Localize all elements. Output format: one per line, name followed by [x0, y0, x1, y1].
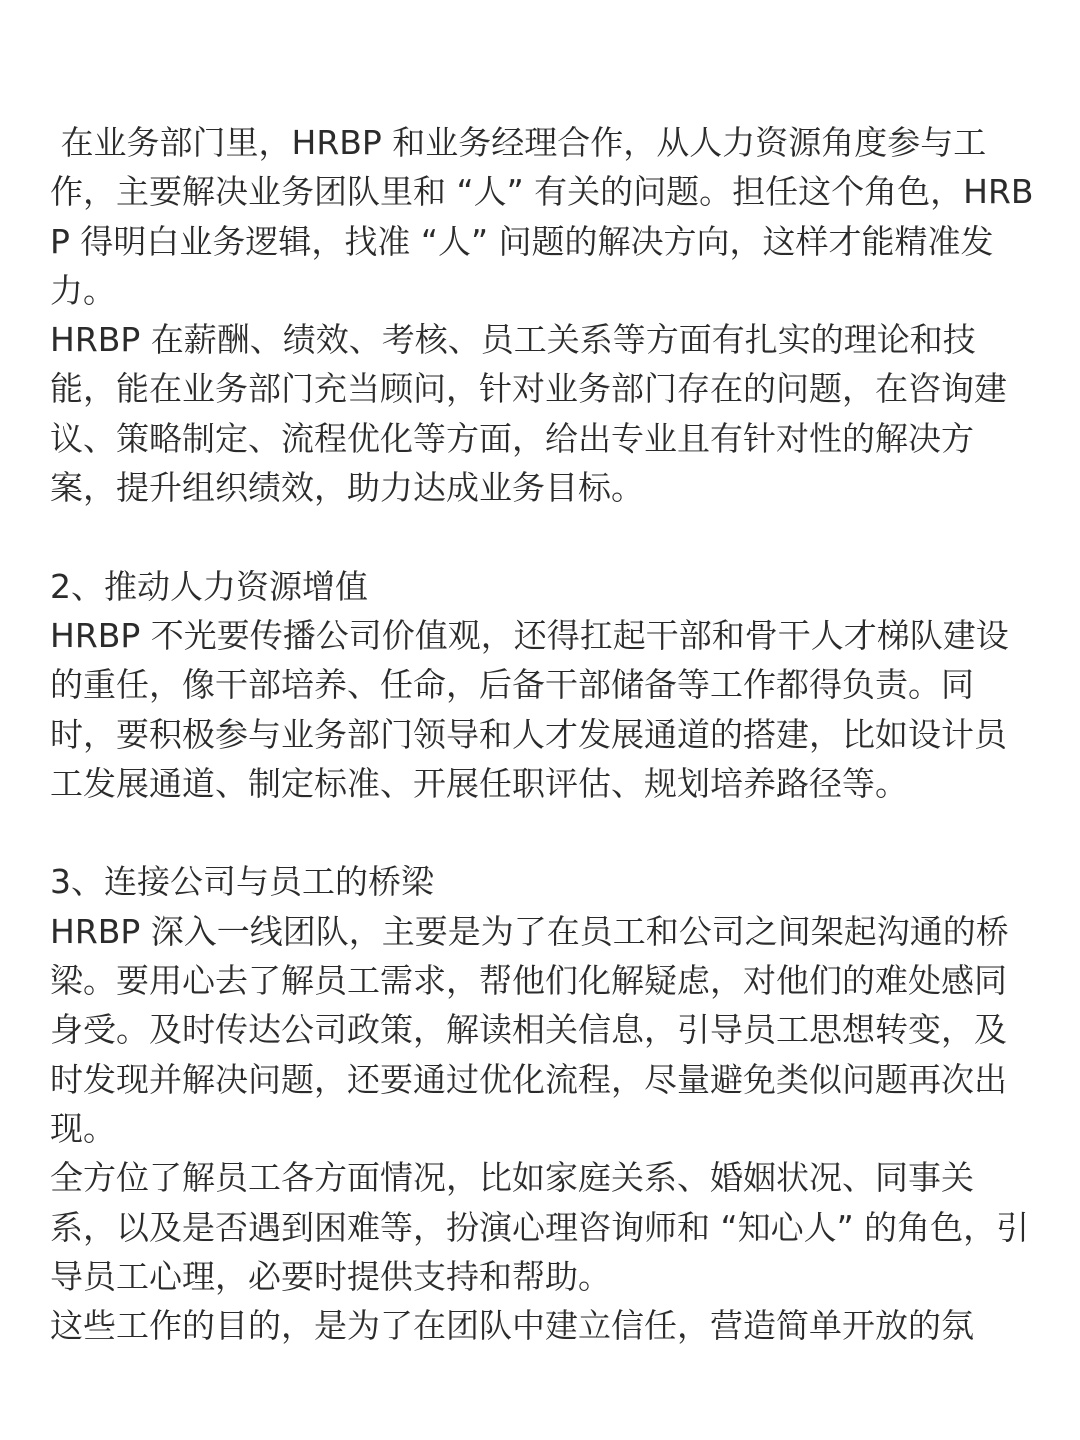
- section-heading-bridge: 3、连接公司与员工的桥梁: [50, 862, 434, 902]
- paragraph-build-trust: 这些工作的目的，是为了在团队中建立信任，营造简单开放的氛: [50, 1306, 974, 1346]
- paragraph-hrbp-role: 在业务部门里，HRBP 和业务经理合作，从人力资源角度参与工作，主要解决业务团队里和 “人” 有关的问题。担任这个角色，HRBP 得明白业务逻辑，找准 “人” 问题的解决方向，这样才能精准发力。: [50, 123, 1034, 310]
- paragraph-spacer: [50, 512, 1035, 561]
- paragraph-spacer: [50, 808, 1035, 857]
- paragraph-hrbp-consultant: HRBP 在薪酬、绩效、考核、员工关系等方面有扎实的理论和技能，能在业务部门充当顾问，针对业务部门存在的问题，在咨询建议、策略制定、流程优化等方面，给出专业且有针对性的解决方案，提升组织绩效，助力达成业务目标。: [50, 320, 1007, 508]
- section-heading-hr-value: 2、推动人力资源增值: [50, 566, 368, 606]
- article-body: [50, 118, 1035, 1440]
- paragraph-employee-bridge: HRBP 深入一线团队，主要是为了在员工和公司之间架起沟通的桥梁。要用心去了解员工需求，帮他们化解疑虑，对他们的难处感同身受。及时传达公司政策，解读相关信息，引导员工思想转变，及时发现并解决问题，还要通过优化流程，尽量避免类似问题再次出现。: [50, 911, 1009, 1148]
- paragraph-employee-care: 全方位了解员工各方面情况，比如家庭关系、婚姻状况、同事关系，以及是否遇到困难等，扮演心理咨询师和 “知心人” 的角色，引导员工心理，必要时提供支持和帮助。: [50, 1158, 1030, 1296]
- paragraph-talent-pipeline: HRBP 不光要传播公司价值观，还得扛起干部和骨干人才梯队建设的重任，像干部培养、任命，后备干部储备等工作都得负责。同时，要积极参与业务部门领导和人才发展通道的搭建，比如设计员工发展通道、制定标准、开展任职评估、规划培养路径等。: [50, 615, 1009, 803]
